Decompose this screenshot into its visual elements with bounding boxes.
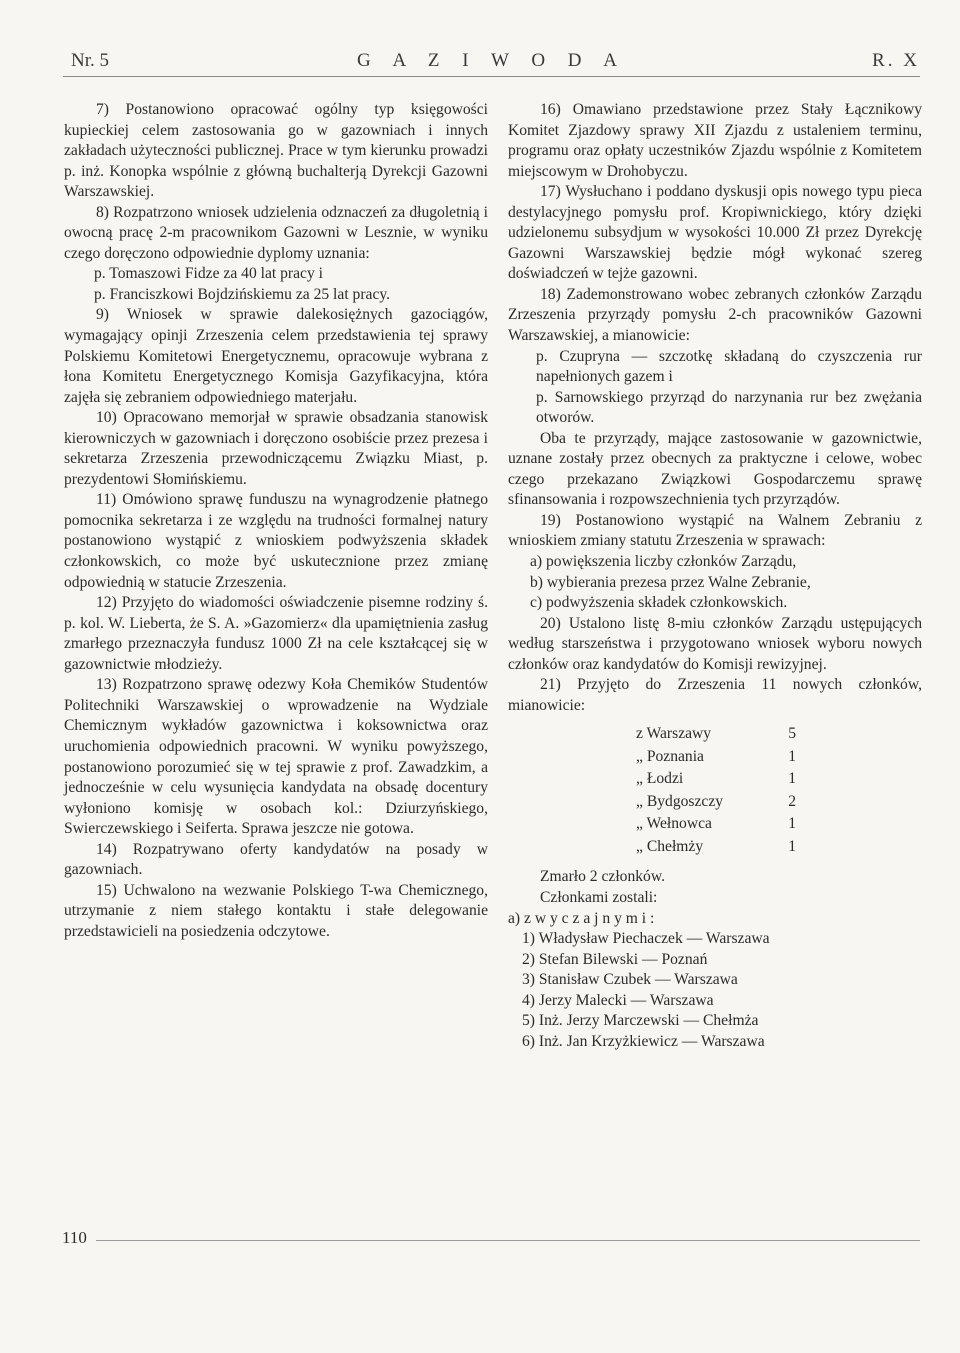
- paragraph: c) podwyższenia składek członkowskich.: [530, 594, 788, 612]
- volume-number: R. X: [872, 50, 920, 71]
- city-name: „ Poznania: [636, 747, 704, 765]
- paragraph: p. Tomaszowi Fidze za 40 lat pracy i: [94, 265, 323, 283]
- city-row: [636, 792, 796, 815]
- city-name: „ Chełmży: [636, 837, 704, 855]
- city-count: 1: [788, 837, 796, 855]
- city-name: z Warszawy: [636, 725, 712, 743]
- new-members-by-city: [636, 724, 796, 859]
- paragraph: 17) Wysłuchano i poddano dyskusji opis nowego typu pieca destylacyjnego pomysłu prof. Kropiwnickiego, który dzięki udzielonemu subsydjum w wysokości 10.000 Zł przez Dyrekcję Gazowni Warszawskiej będzie mógł wykonać szereg doświadczeń w tejże gazowni.: [508, 183, 922, 283]
- city-name: „ Wełnowca: [636, 815, 712, 833]
- paragraph: 13) Rozpatrzono sprawę odezwy Koła Chemików Studentów Politechniki Warszawskiej o wprowadzenie na Wydziale Chemicznym wykładów gazownictwa i koksownictwa oraz uruchomienia odpowiednich pracowni. W wyniku powyższego, postanowiono porozumieć się w tej sprawie z prof. Zawadzkim, a jednocześnie w celu wysunięcia kandydata na obsadę docentury wyłoniono komisję w osobach kol.: Dziurzyńskiego, Swierczewskiego i Seiferta. Sprawa jeszcze nie gotowa.: [64, 676, 488, 838]
- city-row: [636, 814, 796, 837]
- paragraph: p. Franciszkowi Bojdzińskiemu za 25 lat pracy.: [94, 285, 391, 303]
- paragraph: 10) Opracowano memorjał w sprawie obsadzania stanowisk kierowniczych w gazowniach i doręczono osobiście przez prezesa i sekretarza Zrzeszenia przewodniczącemu Związku Miast, p. prezydentowi Słomińskiemu.: [64, 409, 488, 488]
- journal-title: G A Z I W O D A: [357, 50, 626, 71]
- paragraph: 11) Omówiono sprawę funduszu na wynagrodzenie płatnego pomocnika sekretarza i ze względu na trudności formalnej natury postanowiono wystąpić z wnioskiem podwyższenia składek członkowskich, co może być uskutecznione przez zmianę odpowiednią w statucie Zrzeszenia.: [64, 491, 488, 591]
- issue-number: Nr. 5: [71, 50, 109, 71]
- paragraph: 9) Wniosek w sprawie dalekosiężnych gazociągów, wymagający opinji Zrzeszenia celem przedstawienia tej sprawy Polskiemu Komitetowi Energetycznemu, opracowuje wybrana z łona Komitetu Energetycznego Komisja Gazyfikacyjna, która zajęła się zebraniem odpowiedniego materjału.: [64, 306, 488, 406]
- city-name: „ Bydgoszczy: [636, 792, 724, 810]
- paragraph: b) wybierania prezesa przez Walne Zebranie,: [530, 573, 811, 591]
- page-header: [63, 48, 920, 78]
- city-row: [636, 837, 796, 860]
- member-list-line: Członkami zostali:: [540, 888, 658, 906]
- member-list-line: 2) Stefan Bilewski — Poznań: [522, 950, 708, 968]
- paragraph: 7) Postanowiono opracować ogólny typ księgowości kupieckiej celem zastosowania go w gazowniach i innych zakładach użyteczności publicznej. Prace w tym kierunku prowadzi p. inż. Konopka wspólnie z główną buchalterją Dyrekcji Gazowni Warszawskiej.: [64, 101, 488, 201]
- paragraph: 8) Rozpatrzono wniosek udzielenia odznaczeń za długoletnią i owocną pracę 2-m pracownikom Gazowni w Lesznie, w wyniku czego doręczono odpowiednie dyplomy uznania:: [64, 203, 488, 262]
- paragraph: p. Sarnowskiego przyrząd do narzynania rur bez zwężania otworów.: [536, 388, 922, 427]
- page-number: 110: [62, 1228, 87, 1247]
- member-list-line: 5) Inż. Jerzy Marczewski — Chełmża: [522, 1012, 759, 1030]
- right-column-member-list: [508, 867, 922, 1052]
- member-list-line: Zmarło 2 członków.: [540, 868, 666, 886]
- member-list-line: a) z w y c z a j n y m i :: [508, 909, 655, 927]
- paragraph: Oba te przyrządy, mające zastosowanie w gazownictwie, uznane zostały przez obecnych za praktyczne i celowe, wobec czego przekazano Związkowi Gospodarczemu sprawę sfinansowania i rozpowszechnienia tych przyrządów.: [508, 429, 922, 509]
- paragraph: 15) Uchwalono na wezwanie Polskiego T-wa Chemicznego, utrzymanie z niem stałego kontaktu i stałe delegowanie przedstawicieli na posiedzenia odczytowe.: [64, 881, 488, 940]
- city-count: 1: [788, 747, 796, 765]
- member-list-line: 1) Władysław Piechaczek — Warszawa: [522, 930, 770, 948]
- member-list-line: 4) Jerzy Malecki — Warszawa: [522, 991, 714, 1009]
- city-row: [636, 747, 796, 770]
- paragraph: 20) Ustalono listę 8-miu członków Zarządu ustępujących według starszeństwa i przygotowano wniosek wyboru nowych członków oraz kandydatów do Komisji rewizyjnej.: [508, 614, 922, 673]
- paragraph: 19) Postanowiono wystąpić na Walnem Zebraniu z wnioskiem zmiany statutu Zrzeszenia w sprawach:: [508, 511, 922, 550]
- city-count: 5: [788, 725, 796, 743]
- footer-rule: [96, 1240, 920, 1241]
- member-list-line: 3) Stanisław Czubek — Warszawa: [522, 971, 738, 989]
- header-rule: [63, 76, 920, 77]
- right-column-paragraphs: [508, 100, 922, 716]
- paragraph: 14) Rozpatrywano oferty kandydatów na posady w gazowniach.: [64, 840, 488, 879]
- paragraph: p. Czupryna — szczotkę składaną do czyszczenia rur napełnionych gazem i: [536, 347, 922, 386]
- city-count: 1: [788, 815, 796, 833]
- city-name: „ Łodzi: [636, 770, 684, 788]
- paragraph: 16) Omawiano przedstawione przez Stały Łącznikowy Komitet Zjazdowy sprawy XII Zjazdu z ustaleniem terminu, programu oraz opłaty uczestników Zjazdu wspólnie z Komitetem miejscowym w Drohobyczu.: [508, 101, 922, 180]
- city-row: [636, 724, 796, 747]
- left-column: [64, 100, 488, 942]
- paragraph: a) powiększenia liczby członków Zarządu,: [530, 553, 797, 571]
- city-count: 1: [788, 770, 796, 788]
- city-count: 2: [788, 792, 796, 810]
- paragraph: 18) Zademonstrowano wobec zebranych członków Zarządu Zrzeszenia przyrządy pomysłu 2-ch pracowników Gazowni Warszawskiej, a mianowicie:: [508, 285, 922, 345]
- paragraph: 21) Przyjęto do Zrzeszenia 11 nowych członków, mianowicie:: [508, 676, 922, 714]
- member-list-line: 6) Inż. Jan Krzyżkiewicz — Warszawa: [522, 1032, 765, 1050]
- city-row: [636, 769, 796, 792]
- right-column: [508, 100, 922, 1052]
- paragraph: 12) Przyjęto do wiadomości oświadczenie pisemne rodziny ś. p. kol. W. Lieberta, że S. A. »Gazomierz« dla upamiętnienia zasług zmarłego przeznaczyła fundusz 1000 Zł na cele kształcącej się w gazownictwie młodzieży.: [64, 594, 488, 673]
